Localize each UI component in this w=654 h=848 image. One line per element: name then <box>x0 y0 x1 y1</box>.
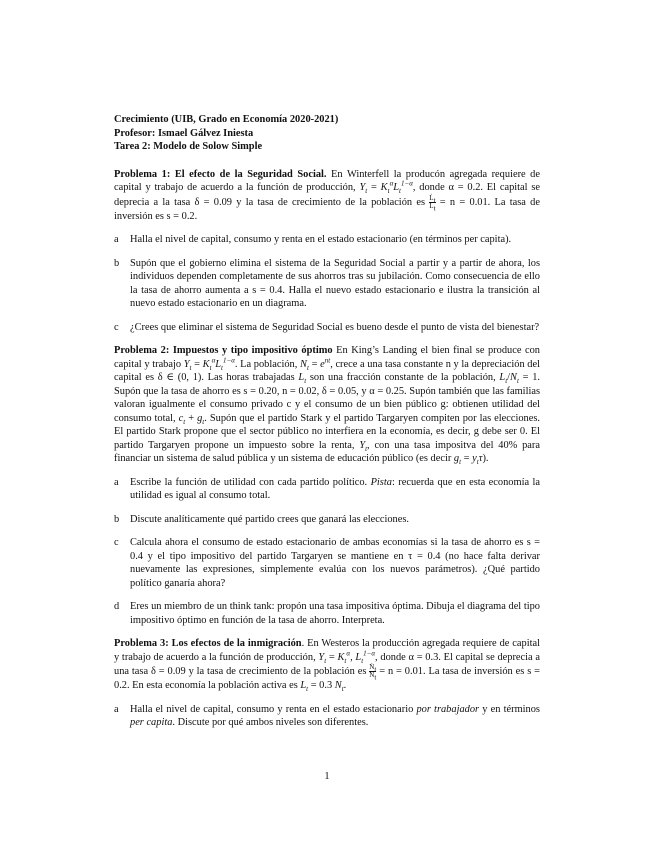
problem-2-items <box>114 476 540 628</box>
problem-1-title: Problema 1: El efecto de la Seguridad Social. <box>114 168 327 180</box>
list-item: b Discute analíticamente qué partido crees que ganará las elecciones. <box>114 513 409 525</box>
professor-name: Profesor: Ismael Gálvez Iniesta <box>114 127 254 139</box>
document-page <box>114 113 540 740</box>
list-item: d Eres un miembro de un think tank: propón una tasa impositiva óptima. Dibuja el diagrama del tipo impositivo óptimo en función de la tasa de ahorro. Interpreta. <box>114 601 540 626</box>
problem-1: Problema 1: El efecto de la Seguridad Social. En Winterfell la producón agregada requiere de capital y trabajo de acuerdo a la función de producción, $Y_t = K_t^\alpha L_t^{1-\alpha}$, donde α = 0.2. El capital se deprecia a la tasa δ = 0.09 y la tasa de crecimiento de la población es $\frac{L̇_t}{L_t}$ = n = 0.01. La tasa de inversión es s = 0.2. a Halla el nivel de capital, consumo y renta en el estado estacionario (en términos per capita). b Supón que el gobierno elimina el sistema de la Seguridad Social a partir y a partir de ahora, los individuos dependen completamente de sus ahorros tras su jubilación. Como consecuencia de ello la tasa de ahorro aumenta a s = 0.4. Halla el nuevo estado estacionario e ilustra la transición al nuevo estado estacionario en un diagrama. c ¿Crees que eliminar el sistema de Seguridad Social es bueno desde el punto de vista del bienestar? <box>114 168 540 333</box>
list-item: a Halla el nivel de capital, consumo y renta en el estado estacionario por trabajador y en términos per capita. Discute por qué ambos niveles son diferentes. <box>114 703 540 728</box>
problem-1-items <box>114 233 540 334</box>
problem-3-items <box>114 703 540 730</box>
list-item: c ¿Crees que eliminar el sistema de Seguridad Social es bueno desde el punto de vista del bienestar? <box>114 321 540 333</box>
list-item: a Escribe la función de utilidad con cada partido político. Pista: recuerda que en esta economía la utilidad es igual al consumo total. <box>114 476 540 501</box>
list-item: c Calcula ahora el consumo de estado estacionario de ambas economías si la tasa de ahorro es s = 0.4 y el tipo impositivo del partido Targaryen se mantiene en τ = 0.4 (no hace falta derivar nuevamente las expresiones, simplemente evalúa con los nuevos parámetros). ¿Qué partido político ganaría ahora? <box>114 537 540 589</box>
problem-3-title: Problema 3: Los efectos de la inmigración <box>114 638 302 649</box>
page-number: 1 <box>324 771 330 782</box>
course-title: Crecimiento (UIB, Grado en Economía 2020-2021) <box>114 114 339 125</box>
list-item: b Supón que el gobierno elimina el sistema de la Seguridad Social a partir y a partir de ahora, los individuos dependen completamente de sus ahorros tras su jubilación. Como consecuencia de ello la tasa de ahorro aumenta a s = 0.4. Halla el nuevo estado estacionario e ilustra la transición al nuevo estado estacionario en un diagrama. <box>114 257 540 309</box>
growth-fraction: $\frac{Ṅ_t}{N_t}$ <box>369 663 377 682</box>
problem-2-title: Problema 2: Impuestos y tipo impositivo óptimo <box>114 345 333 356</box>
problem-2: Problema 2: Impuestos y tipo impositivo óptimo En King’s Landing el bien final se produce con capital y trabajo $Y_t = K_t^\alpha L_t^{1-\alpha}$. La población, $N_t = e^{nt}$, crece a una tasa constante n y la depreciación del capital es δ ∈ (0, 1). Las horas trabajadas $L_t$ son una fracción constante de la población, $L_t/N_t = 1$. Supón que la tasa de ahorro es s = 0.20, n = 0.02, δ = 0.05, y α = 0.25. Supón también que las familias valoran igualmente el consumo privado c y el consumo de un bien público g: obtienen utilidad del consumo total, $c_t + g_t$. Supón que el partido Stark y el partido Targaryen compiten por las elecciones. El partido Stark propone que el sector público no interfiera en la economía, es decir, g debe ser 0. El partido Targaryen propone un impuesto sobre la renta, $Y_t$, con una tasa impositva del 40% para financiar un sistema de salud pública y un sistema de educación público (es decir $g_t = y_t\tau$). a Escribe la función de utilidad con cada partido político. Pista: recuerda que en esta economía la utilidad es igual al consumo total. b Discute analíticamente qué partido crees que ganará las elecciones. c Calcula ahora el consumo de estado estacionario de ambas economías si la tasa de ahorro es s = 0.4 y el tipo impositivo del partido Targaryen se mantiene en τ = 0.4 (no hace falta derivar nuevamente las expresiones, simplemente evalúa con los nuevos parámetros). ¿Qué partido político ganaría ahora? d Eres un miembro de un think tank: propón una tasa impositiva óptima. Dibuja el diagrama del tipo impositivo óptimo en función de la tasa de ahorro. Interpreta. <box>114 345 541 626</box>
problem-3: Problema 3: Los efectos de la inmigración. En Westeros la producción agregada requiere de capital y trabajo de acuerdo a la función de producción, $Y_t = K_t^\alpha$, $L_t^{1-\alpha}$, donde α = 0.3. El capital se deprecia a una tasa δ = 0.09 y la tasa de crecimiento de la población es $\frac{Ṅ_t}{N_t}$ = n = 0.01. La tasa de inversión es s = 0.2. En esta economía la población activa es $L_t = 0.3$ $N_t$. a Halla el nivel de capital, consumo y renta en el estado estacionario por trabajador y en términos per capita. Discute por qué ambos niveles son diferentes. <box>114 638 540 728</box>
list-item: a Halla el nivel de capital, consumo y renta en el estado estacionario (en términos per capita). <box>114 234 512 245</box>
growth-fraction: $\frac{L̇_t}{L_t}$ <box>429 193 436 212</box>
assignment-title: Tarea 2: Modelo de Solow Simple <box>114 141 263 152</box>
